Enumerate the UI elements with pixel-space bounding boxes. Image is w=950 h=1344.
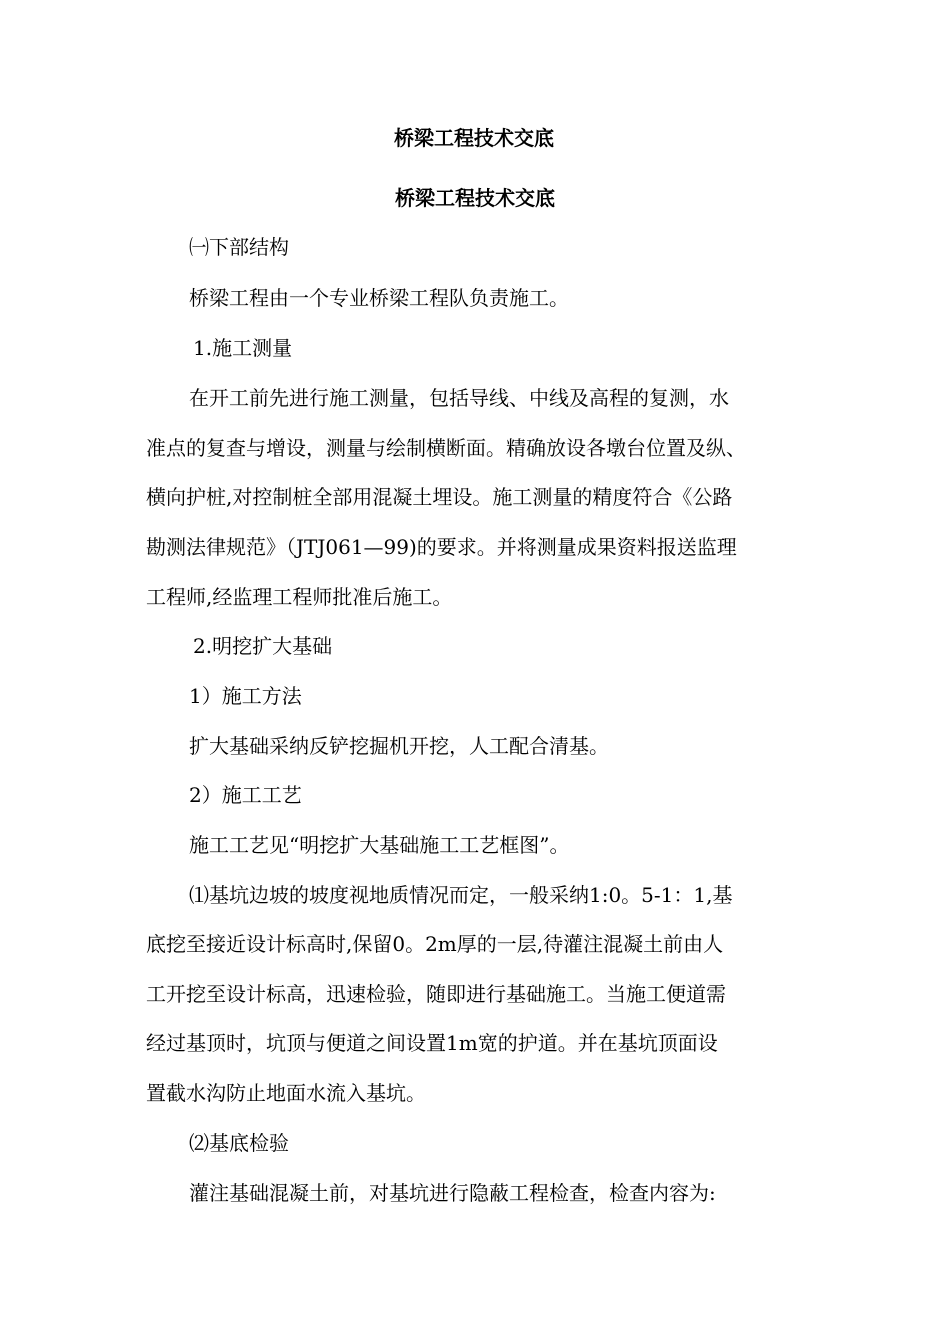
- paragraph-line: 横向护桩,对控制桩全部用混凝土埋设。施工测量的精度符合《公路: [146, 485, 733, 509]
- paragraph-line: 经过基顶时，坑顶与便道之间设置1m宽的护道。并在基坑顶面设: [146, 1031, 718, 1055]
- paragraph-line: 工开挖至设计标高，迅速检验，随即进行基础施工。当施工便道需: [146, 982, 726, 1006]
- paragraph-line: 准点的复查与增设，测量与绘制横断面。精确放设各墩台位置及纵、: [146, 436, 746, 460]
- document-title-main: 桥梁工程技术交底: [395, 186, 555, 210]
- document-title-top: 桥梁工程技术交底: [394, 126, 554, 150]
- subsection-heading-survey: 1.施工测量: [193, 336, 293, 360]
- paragraph-line: 桥梁工程由一个专业桥梁工程队负责施工。: [189, 286, 569, 310]
- item-heading-method: 1）施工方法: [189, 684, 302, 708]
- paragraph-line: 施工工艺见“明挖扩大基础施工工艺框图”。: [189, 833, 570, 857]
- paragraph-line: 勘测法律规范》（JTJ061—99)的要求。并将测量成果资料报送监理: [146, 535, 737, 559]
- paragraph-line: 底挖至接近设计标高时,保留0。2m厚的一层,待灌注混凝土前由人: [146, 932, 724, 956]
- subsection-heading-foundation: 2.明挖扩大基础: [193, 634, 333, 658]
- item-heading-base-inspection: ⑵基底检验: [189, 1131, 289, 1155]
- paragraph-line: 在开工前先进行施工测量，包括导线、中线及高程的复测，水: [189, 386, 729, 410]
- section-heading-substructure: ㈠下部结构: [189, 235, 289, 259]
- item-heading-process: 2）施工工艺: [189, 783, 302, 807]
- paragraph-line: 扩大基础采纳反铲挖掘机开挖，人工配合清基。: [189, 734, 609, 758]
- paragraph-line: 工程师,经监理工程师批准后施工。: [146, 585, 453, 609]
- paragraph-line: ⑴基坑边坡的坡度视地质情况而定，一般采纳1:0。5-1：1,基: [189, 883, 733, 907]
- paragraph-line: 置截水沟防止地面水流入基坑。: [146, 1081, 426, 1105]
- paragraph-line: 灌注基础混凝土前，对基坑进行隐蔽工程检查，检查内容为:: [189, 1181, 716, 1205]
